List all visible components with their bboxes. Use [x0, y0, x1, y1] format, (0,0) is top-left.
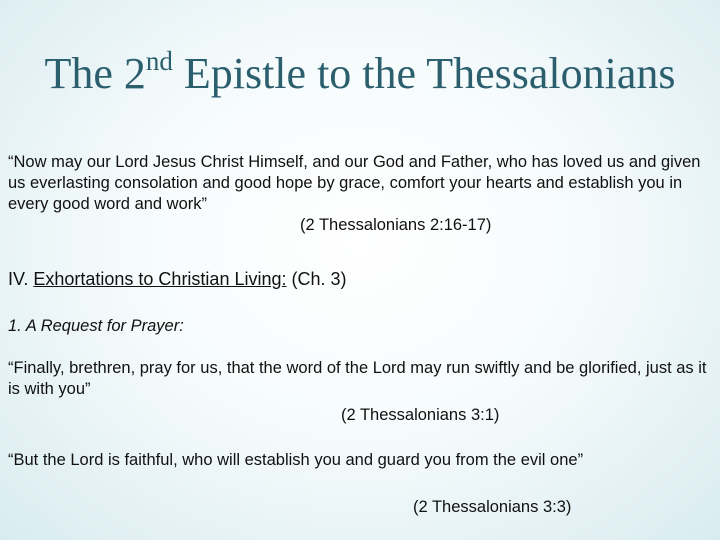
section-heading-text: Exhortations to Christian Living:	[33, 269, 287, 289]
quote-1-text: “Now may our Lord Jesus Christ Himself, and our God and Father, who has loved us and given us everlasting consolation and good hope by grace, comfort your hearts and establish you in every good word and work”	[8, 153, 701, 213]
quote-block-2	[8, 358, 714, 426]
section-number: IV.	[8, 269, 34, 289]
title-superscript: nd	[145, 46, 173, 76]
title-prefix: The 2	[44, 49, 146, 98]
quote-2-text: “Finally, brethren, pray for us, that the word of the Lord may run swiftly and be glorified, just as it is with you”	[8, 359, 707, 398]
section-heading	[8, 268, 714, 290]
subheading: 1. A Request for Prayer:	[8, 317, 184, 335]
quote-block-1	[8, 152, 714, 236]
quote-2-reference: (2 Thessalonians 3:1)	[341, 406, 500, 424]
title-suffix: Epistle to the Thessalonians	[172, 49, 676, 98]
slide-title	[0, 46, 720, 98]
quote-1-reference: (2 Thessalonians 2:16-17)	[300, 216, 492, 234]
quote-block-3	[8, 450, 714, 471]
section-chapter: (Ch. 3)	[286, 269, 347, 289]
quote-3-text: “But the Lord is faithful, who will establish you and guard you from the evil one”	[8, 451, 584, 469]
quote-3-reference: (2 Thessalonians 3:3)	[413, 498, 572, 516]
